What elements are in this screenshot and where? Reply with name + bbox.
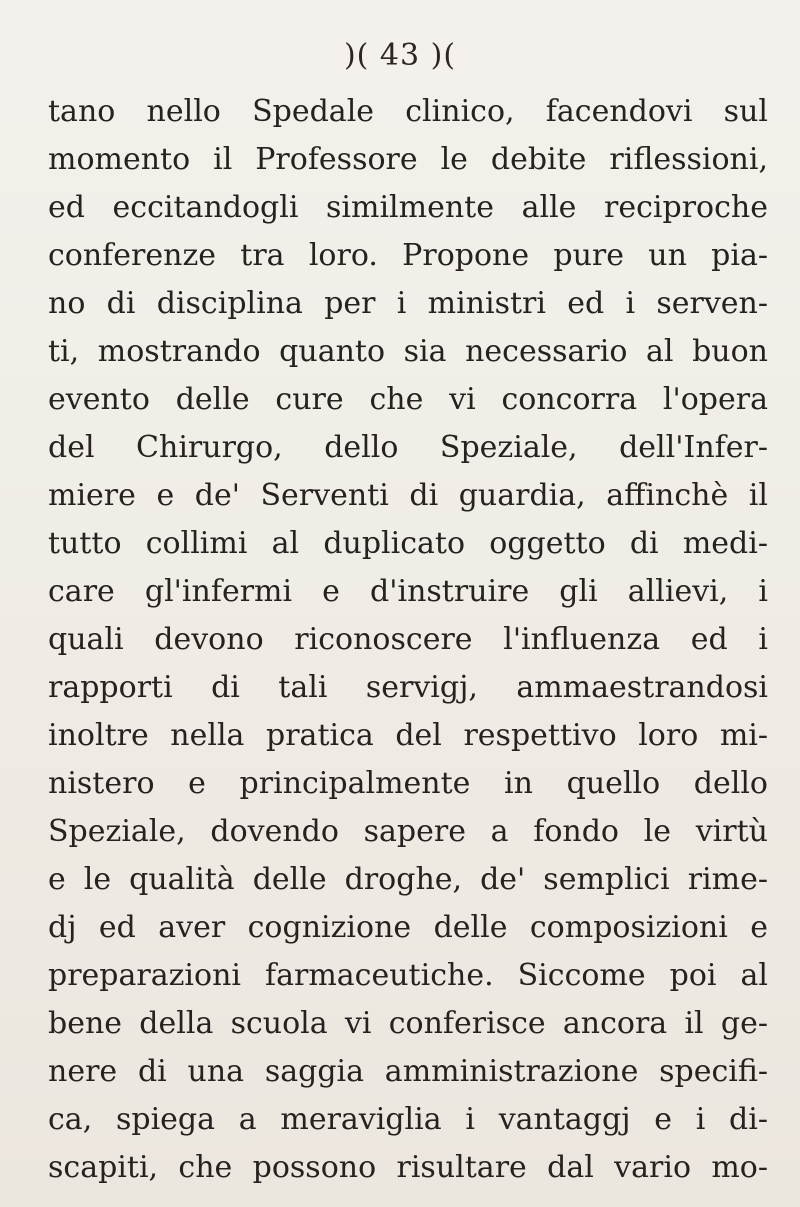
text-line: nistero e principalmente in quello dello — [48, 766, 768, 801]
text-line: ed eccitandogli similmente alle reciproche — [48, 190, 768, 225]
text-line: conferenze tra loro. Propone pure un pia- — [48, 238, 768, 273]
text-line: miere e de' Serventi di guardia, affinchè il — [48, 478, 768, 513]
body-text — [48, 88, 768, 1192]
text-line: Speziale, dovendo sapere a fondo le virtù — [48, 814, 768, 849]
text-line: nere di una saggia amministrazione specifi- — [48, 1054, 768, 1089]
page-header: )( 43 )( — [343, 38, 457, 73]
text-line: evento delle cure che vi concorra l'opera — [48, 382, 768, 417]
text-line: ca, spiega a meraviglia i vantaggj e i di- — [48, 1102, 768, 1137]
text-line: e le qualità delle droghe, de' semplici rime- — [48, 862, 768, 897]
text-line: momento il Professore le debite riflessioni, — [48, 142, 768, 177]
text-line: bene della scuola vi conferisce ancora il ge- — [48, 1006, 768, 1041]
text-line: rapporti di tali servigj, ammaestrandosi — [48, 670, 768, 705]
text-line: del Chirurgo, dello Speziale, dell'Infer- — [48, 430, 768, 465]
text-line: tutto collimi al duplicato oggetto di medi- — [48, 526, 768, 561]
text-line: care gl'infermi e d'instruire gli allievi, i — [48, 574, 768, 609]
text-line: tano nello Spedale clinico, facendovi sul — [48, 94, 768, 129]
text-line: no di disciplina per i ministri ed i serven- — [48, 286, 768, 321]
text-line: inoltre nella pratica del respettivo loro mi- — [48, 718, 768, 753]
text-line: scapiti, che possono risultare dal vario mo- — [48, 1150, 768, 1185]
text-line: ti, mostrando quanto sia necessario al buon — [48, 334, 768, 369]
text-line: preparazioni farmaceutiche. Siccome poi al — [48, 958, 768, 993]
text-line: dj ed aver cognizione delle composizioni e — [48, 910, 768, 945]
text-line: quali devono riconoscere l'influenza ed i — [48, 622, 768, 657]
